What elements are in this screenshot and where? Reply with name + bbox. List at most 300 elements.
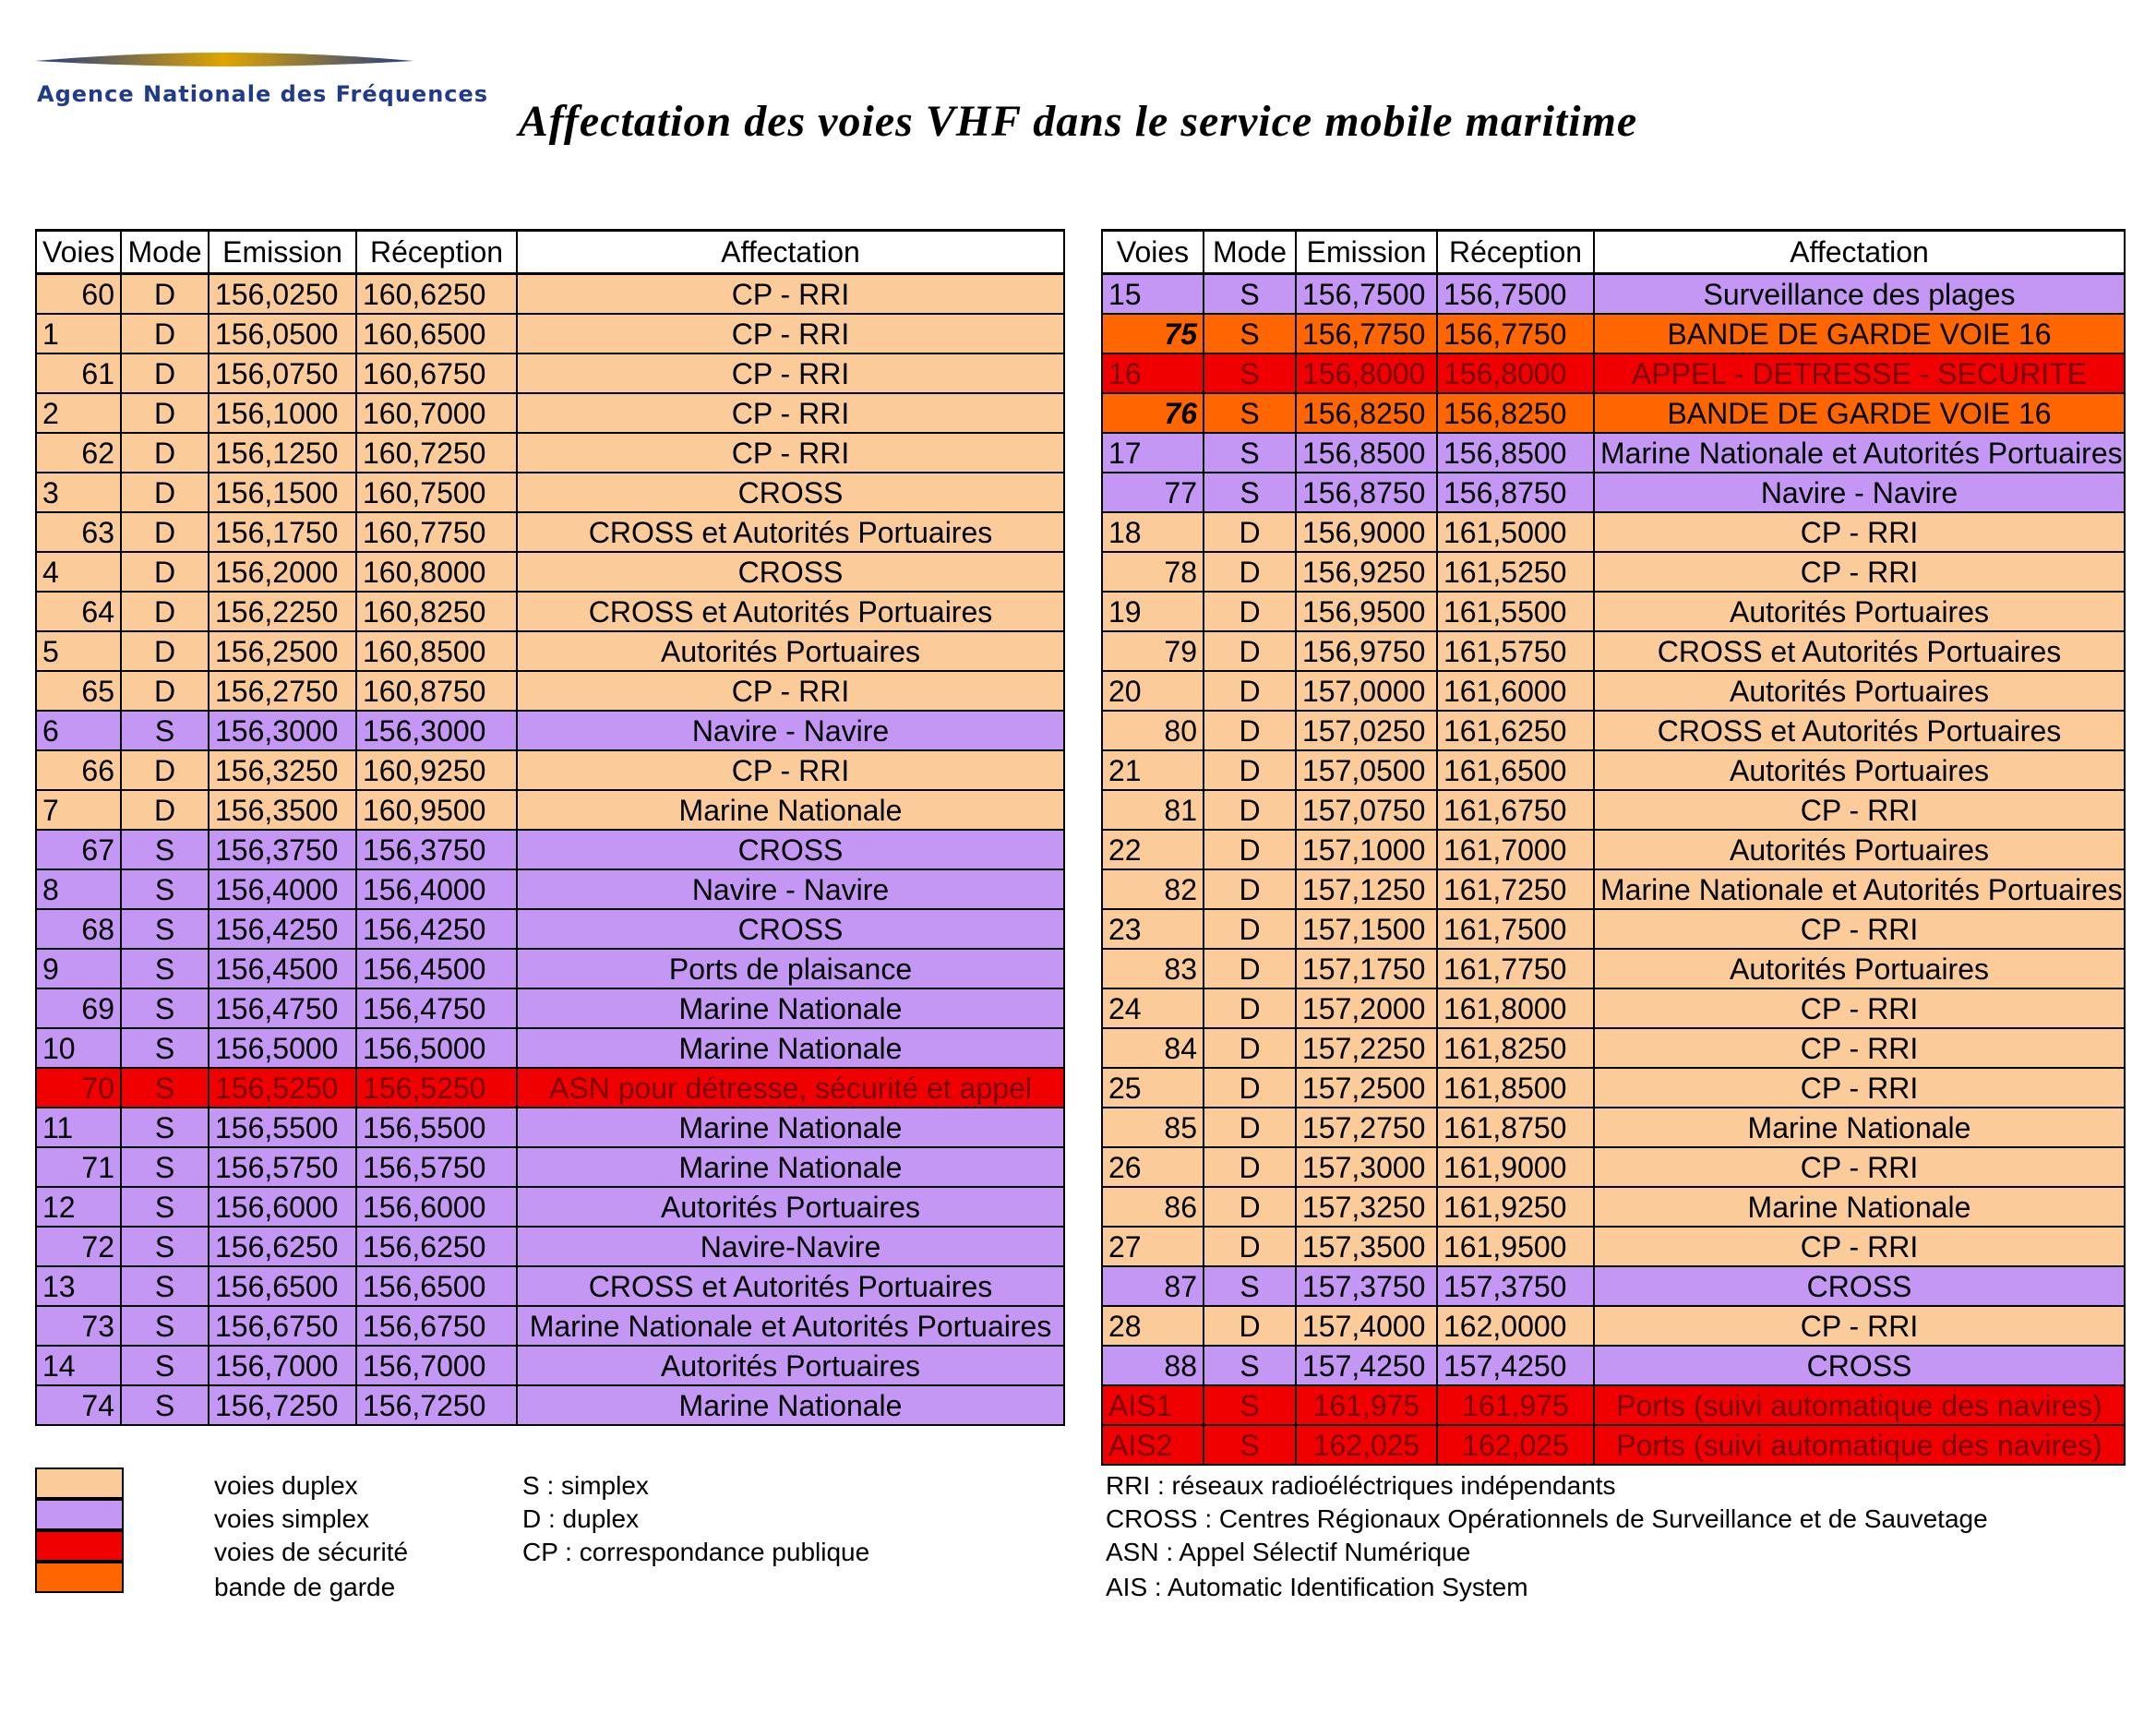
cell-reception: 160,6250 bbox=[356, 274, 517, 315]
legend-swatch-securite bbox=[35, 1530, 124, 1562]
cell-mode: D bbox=[1204, 631, 1296, 671]
cell-emission: 156,3500 bbox=[209, 790, 356, 830]
table-row bbox=[1102, 909, 2125, 949]
cell-affectation: Autorités Portuaires bbox=[1594, 592, 2125, 631]
cell-mode: D bbox=[1204, 909, 1296, 949]
cell-mode: S bbox=[1204, 1425, 1296, 1465]
legend-swatch-garde bbox=[35, 1562, 124, 1593]
table-row bbox=[36, 790, 1064, 830]
cell-emission: 156,1000 bbox=[209, 393, 356, 433]
cell-voie: 76 bbox=[1102, 393, 1204, 433]
cell-affectation: CROSS et Autorités Portuaires bbox=[517, 592, 1064, 631]
cell-emission: 157,0250 bbox=[1296, 711, 1437, 750]
cell-mode: S bbox=[1204, 1385, 1296, 1425]
cell-mode: D bbox=[121, 274, 209, 315]
table-row bbox=[36, 393, 1064, 433]
cell-affectation: CP - RRI bbox=[1594, 909, 2125, 949]
cell-emission: 156,5750 bbox=[209, 1147, 356, 1187]
table-row bbox=[1102, 1108, 2125, 1147]
cell-affectation: Marine Nationale bbox=[517, 1385, 1064, 1425]
cell-mode: S bbox=[1204, 314, 1296, 353]
cell-mode: D bbox=[121, 473, 209, 512]
cell-voie: 63 bbox=[36, 512, 121, 552]
cell-voie: 2 bbox=[36, 393, 121, 433]
cell-voie: 19 bbox=[1102, 592, 1204, 631]
table-row bbox=[1102, 353, 2125, 393]
cell-voie: 25 bbox=[1102, 1068, 1204, 1108]
cell-reception: 160,9250 bbox=[356, 750, 517, 790]
cell-reception: 161,975 bbox=[1437, 1385, 1594, 1425]
cell-affectation: Ports (suivi automatique des navires) bbox=[1594, 1385, 2125, 1425]
cell-reception: 156,4500 bbox=[356, 949, 517, 988]
cell-mode: D bbox=[1204, 1108, 1296, 1147]
col-header-voies: Voies bbox=[1102, 231, 1204, 274]
cell-emission: 157,2250 bbox=[1296, 1028, 1437, 1068]
cell-emission: 156,2000 bbox=[209, 552, 356, 592]
cell-affectation: Navire - Navire bbox=[1594, 473, 2125, 512]
cell-voie: 27 bbox=[1102, 1227, 1204, 1266]
cell-mode: S bbox=[121, 711, 209, 750]
cell-mode: S bbox=[121, 1028, 209, 1068]
table-row bbox=[1102, 949, 2125, 988]
cell-reception: 156,7250 bbox=[356, 1385, 517, 1425]
cell-affectation: CP - RRI bbox=[1594, 512, 2125, 552]
table-row bbox=[36, 1068, 1064, 1108]
cell-reception: 160,6500 bbox=[356, 314, 517, 353]
table-row bbox=[36, 433, 1064, 473]
cell-reception: 160,9500 bbox=[356, 790, 517, 830]
cell-affectation: Navire - Navire bbox=[517, 711, 1064, 750]
cell-voie: 61 bbox=[36, 353, 121, 393]
cell-mode: D bbox=[1204, 1306, 1296, 1346]
col-header-emission: Emission bbox=[1296, 231, 1437, 274]
cell-affectation: BANDE DE GARDE VOIE 16 bbox=[1594, 314, 2125, 353]
cell-voie: 5 bbox=[36, 631, 121, 671]
cell-mode: S bbox=[121, 1227, 209, 1266]
table-row bbox=[36, 711, 1064, 750]
cell-emission: 156,5250 bbox=[209, 1068, 356, 1108]
cell-mode: S bbox=[1204, 393, 1296, 433]
cell-voie: 75 bbox=[1102, 314, 1204, 353]
cell-emission: 157,3500 bbox=[1296, 1227, 1437, 1266]
cell-affectation: CROSS bbox=[517, 830, 1064, 869]
cell-voie: 14 bbox=[36, 1346, 121, 1385]
table-row bbox=[1102, 869, 2125, 909]
cell-voie: 1 bbox=[36, 314, 121, 353]
cell-affectation: Marine Nationale bbox=[517, 1147, 1064, 1187]
table-row bbox=[1102, 1068, 2125, 1108]
cell-mode: S bbox=[1204, 1346, 1296, 1385]
cell-mode: D bbox=[121, 552, 209, 592]
cell-mode: D bbox=[1204, 1147, 1296, 1187]
legend-swatch-duplex bbox=[35, 1467, 124, 1499]
cell-reception: 161,8000 bbox=[1437, 988, 1594, 1028]
cell-emission: 156,2250 bbox=[209, 592, 356, 631]
cell-reception: 156,6750 bbox=[356, 1306, 517, 1346]
cell-reception: 160,7750 bbox=[356, 512, 517, 552]
cell-affectation: Marine Nationale et Autorités Portuaires bbox=[1594, 869, 2125, 909]
cell-affectation: APPEL - DETRESSE - SECURITE bbox=[1594, 353, 2125, 393]
cell-affectation: Autorités Portuaires bbox=[517, 631, 1064, 671]
cell-affectation: CP - RRI bbox=[517, 433, 1064, 473]
cell-voie: 84 bbox=[1102, 1028, 1204, 1068]
cell-voie: 65 bbox=[36, 671, 121, 711]
cell-mode: D bbox=[1204, 1068, 1296, 1108]
cell-mode: D bbox=[1204, 1187, 1296, 1227]
cell-emission: 156,8500 bbox=[1296, 433, 1437, 473]
cell-voie: 4 bbox=[36, 552, 121, 592]
cell-reception: 161,7000 bbox=[1437, 830, 1594, 869]
cell-reception: 156,6250 bbox=[356, 1227, 517, 1266]
cell-reception: 161,5500 bbox=[1437, 592, 1594, 631]
cell-reception: 157,3750 bbox=[1437, 1266, 1594, 1306]
cell-mode: D bbox=[1204, 512, 1296, 552]
table-row bbox=[1102, 1346, 2125, 1385]
cell-voie: AIS2 bbox=[1102, 1425, 1204, 1465]
cell-reception: 160,8750 bbox=[356, 671, 517, 711]
cell-emission: 156,8250 bbox=[1296, 393, 1437, 433]
cell-affectation: CP - RRI bbox=[517, 750, 1064, 790]
cell-affectation: ASN pour détresse, sécurité et appel bbox=[517, 1068, 1064, 1108]
cell-mode: S bbox=[1204, 274, 1296, 315]
cell-emission: 157,3000 bbox=[1296, 1147, 1437, 1187]
table-row bbox=[1102, 433, 2125, 473]
cell-voie: 21 bbox=[1102, 750, 1204, 790]
cell-emission: 157,3250 bbox=[1296, 1187, 1437, 1227]
table-row bbox=[36, 631, 1064, 671]
cell-voie: 82 bbox=[1102, 869, 1204, 909]
cell-emission: 156,0500 bbox=[209, 314, 356, 353]
cell-emission: 157,4250 bbox=[1296, 1346, 1437, 1385]
cell-emission: 156,5500 bbox=[209, 1108, 356, 1147]
cell-voie: 15 bbox=[1102, 274, 1204, 315]
cell-emission: 157,0750 bbox=[1296, 790, 1437, 830]
table-row bbox=[1102, 393, 2125, 433]
channel-table-right bbox=[1101, 229, 2126, 1466]
cell-affectation: Marine Nationale bbox=[517, 988, 1064, 1028]
table-row bbox=[36, 353, 1064, 393]
cell-reception: 156,5000 bbox=[356, 1028, 517, 1068]
cell-voie: 16 bbox=[1102, 353, 1204, 393]
cell-mode: D bbox=[121, 631, 209, 671]
legend-mode: D : duplex bbox=[522, 1504, 640, 1533]
cell-emission: 156,6500 bbox=[209, 1266, 356, 1306]
legend-definition: ASN : Appel Sélectif Numérique bbox=[1106, 1538, 1471, 1566]
cell-voie: 13 bbox=[36, 1266, 121, 1306]
table-row bbox=[1102, 1028, 2125, 1068]
cell-mode: S bbox=[1204, 473, 1296, 512]
legend-definition: AIS : Automatic Identification System bbox=[1106, 1573, 1528, 1601]
cell-emission: 156,6000 bbox=[209, 1187, 356, 1227]
cell-affectation: Marine Nationale bbox=[517, 1108, 1064, 1147]
table-row bbox=[36, 473, 1064, 512]
cell-emission: 156,6750 bbox=[209, 1306, 356, 1346]
cell-mode: S bbox=[121, 869, 209, 909]
cell-reception: 157,4250 bbox=[1437, 1346, 1594, 1385]
legend-label: voies simplex bbox=[214, 1504, 370, 1533]
cell-reception: 160,7500 bbox=[356, 473, 517, 512]
cell-mode: S bbox=[121, 949, 209, 988]
cell-reception: 156,7750 bbox=[1437, 314, 1594, 353]
table-row bbox=[1102, 1385, 2125, 1425]
cell-reception: 156,6500 bbox=[356, 1266, 517, 1306]
cell-mode: D bbox=[121, 314, 209, 353]
cell-mode: D bbox=[121, 512, 209, 552]
cell-affectation: Marine Nationale et Autorités Portuaires bbox=[1594, 433, 2125, 473]
cell-emission: 156,7250 bbox=[209, 1385, 356, 1425]
cell-affectation: CROSS et Autorités Portuaires bbox=[517, 1266, 1064, 1306]
legend-label: voies duplex bbox=[214, 1471, 358, 1500]
table-row bbox=[1102, 512, 2125, 552]
cell-emission: 157,3750 bbox=[1296, 1266, 1437, 1306]
cell-mode: S bbox=[121, 830, 209, 869]
cell-reception: 160,8500 bbox=[356, 631, 517, 671]
cell-affectation: Autorités Portuaires bbox=[1594, 830, 2125, 869]
table-row bbox=[1102, 473, 2125, 512]
cell-voie: 68 bbox=[36, 909, 121, 949]
cell-reception: 161,6500 bbox=[1437, 750, 1594, 790]
cell-mode: S bbox=[121, 988, 209, 1028]
cell-mode: D bbox=[1204, 830, 1296, 869]
cell-reception: 161,8750 bbox=[1437, 1108, 1594, 1147]
cell-affectation: Marine Nationale bbox=[1594, 1187, 2125, 1227]
table-row bbox=[1102, 552, 2125, 592]
cell-affectation: Autorités Portuaires bbox=[517, 1346, 1064, 1385]
cell-emission: 162,025 bbox=[1296, 1425, 1437, 1465]
cell-voie: 80 bbox=[1102, 711, 1204, 750]
cell-reception: 160,7000 bbox=[356, 393, 517, 433]
cell-reception: 161,9250 bbox=[1437, 1187, 1594, 1227]
cell-voie: 11 bbox=[36, 1108, 121, 1147]
cell-mode: S bbox=[121, 1266, 209, 1306]
channel-table-left bbox=[35, 229, 1065, 1426]
cell-reception: 160,8250 bbox=[356, 592, 517, 631]
cell-voie: 26 bbox=[1102, 1147, 1204, 1187]
cell-reception: 161,5750 bbox=[1437, 631, 1594, 671]
cell-reception: 160,8000 bbox=[356, 552, 517, 592]
cell-emission: 157,1500 bbox=[1296, 909, 1437, 949]
table-row bbox=[36, 1187, 1064, 1227]
cell-voie: 6 bbox=[36, 711, 121, 750]
cell-reception: 156,3750 bbox=[356, 830, 517, 869]
cell-emission: 156,2750 bbox=[209, 671, 356, 711]
cell-voie: 71 bbox=[36, 1147, 121, 1187]
legend-label: bande de garde bbox=[214, 1573, 396, 1601]
cell-voie: 8 bbox=[36, 869, 121, 909]
cell-affectation: Marine Nationale bbox=[1594, 1108, 2125, 1147]
table-row bbox=[36, 750, 1064, 790]
cell-affectation: Surveillance des plages bbox=[1594, 274, 2125, 315]
cell-reception: 161,6750 bbox=[1437, 790, 1594, 830]
cell-mode: D bbox=[121, 671, 209, 711]
table-row bbox=[1102, 631, 2125, 671]
cell-voie: AIS1 bbox=[1102, 1385, 1204, 1425]
table-row bbox=[36, 1147, 1064, 1187]
cell-emission: 156,8000 bbox=[1296, 353, 1437, 393]
cell-reception: 161,6000 bbox=[1437, 671, 1594, 711]
table-row bbox=[1102, 671, 2125, 711]
cell-emission: 157,0500 bbox=[1296, 750, 1437, 790]
cell-mode: S bbox=[121, 1187, 209, 1227]
cell-mode: D bbox=[121, 790, 209, 830]
cell-affectation: CROSS et Autorités Portuaires bbox=[1594, 711, 2125, 750]
table-row bbox=[36, 909, 1064, 949]
cell-emission: 156,4000 bbox=[209, 869, 356, 909]
cell-voie: 66 bbox=[36, 750, 121, 790]
cell-affectation: CP - RRI bbox=[517, 393, 1064, 433]
cell-affectation: CP - RRI bbox=[1594, 1068, 2125, 1108]
cell-affectation: CROSS bbox=[1594, 1266, 2125, 1306]
cell-voie: 24 bbox=[1102, 988, 1204, 1028]
cell-emission: 156,1500 bbox=[209, 473, 356, 512]
cell-voie: 72 bbox=[36, 1227, 121, 1266]
cell-affectation: Autorités Portuaires bbox=[1594, 949, 2125, 988]
table-row bbox=[1102, 1187, 2125, 1227]
table-row bbox=[1102, 1227, 2125, 1266]
cell-reception: 162,025 bbox=[1437, 1425, 1594, 1465]
table-row bbox=[1102, 1147, 2125, 1187]
cell-reception: 156,8000 bbox=[1437, 353, 1594, 393]
cell-reception: 156,8750 bbox=[1437, 473, 1594, 512]
cell-emission: 156,1750 bbox=[209, 512, 356, 552]
cell-voie: 22 bbox=[1102, 830, 1204, 869]
cell-mode: D bbox=[121, 750, 209, 790]
table-body-left bbox=[36, 274, 1064, 1426]
cell-emission: 157,0000 bbox=[1296, 671, 1437, 711]
cell-affectation: BANDE DE GARDE VOIE 16 bbox=[1594, 393, 2125, 433]
cell-voie: 17 bbox=[1102, 433, 1204, 473]
legend-definition: CROSS : Centres Régionaux Opérationnels de Surveillance et de Sauvetage bbox=[1106, 1504, 1988, 1533]
cell-mode: D bbox=[121, 433, 209, 473]
cell-emission: 156,3000 bbox=[209, 711, 356, 750]
cell-affectation: Autorités Portuaires bbox=[1594, 671, 2125, 711]
cell-voie: 69 bbox=[36, 988, 121, 1028]
cell-affectation: CROSS et Autorités Portuaires bbox=[1594, 631, 2125, 671]
cell-mode: S bbox=[121, 1068, 209, 1108]
cell-reception: 161,9000 bbox=[1437, 1147, 1594, 1187]
cell-emission: 157,4000 bbox=[1296, 1306, 1437, 1346]
cell-mode: D bbox=[1204, 949, 1296, 988]
cell-mode: D bbox=[1204, 711, 1296, 750]
cell-affectation: Navire - Navire bbox=[517, 869, 1064, 909]
cell-mode: D bbox=[121, 592, 209, 631]
cell-affectation: CROSS bbox=[517, 552, 1064, 592]
col-header-reception: Réception bbox=[1437, 231, 1594, 274]
cell-emission: 156,3250 bbox=[209, 750, 356, 790]
cell-emission: 161,975 bbox=[1296, 1385, 1437, 1425]
cell-emission: 157,1000 bbox=[1296, 830, 1437, 869]
cell-voie: 83 bbox=[1102, 949, 1204, 988]
cell-mode: S bbox=[121, 1306, 209, 1346]
logo-swoosh-icon bbox=[33, 48, 421, 85]
cell-affectation: CP - RRI bbox=[1594, 1227, 2125, 1266]
cell-affectation: CP - RRI bbox=[517, 274, 1064, 315]
cell-reception: 156,4000 bbox=[356, 869, 517, 909]
table-row bbox=[1102, 711, 2125, 750]
cell-affectation: CP - RRI bbox=[1594, 988, 2125, 1028]
table-row bbox=[36, 1227, 1064, 1266]
cell-voie: 60 bbox=[36, 274, 121, 315]
cell-emission: 156,9250 bbox=[1296, 552, 1437, 592]
cell-affectation: CP - RRI bbox=[1594, 1306, 2125, 1346]
cell-voie: 78 bbox=[1102, 552, 1204, 592]
table-row bbox=[36, 592, 1064, 631]
cell-mode: D bbox=[1204, 869, 1296, 909]
cell-reception: 161,9500 bbox=[1437, 1227, 1594, 1266]
cell-voie: 10 bbox=[36, 1028, 121, 1068]
table-row bbox=[36, 949, 1064, 988]
table-row bbox=[36, 314, 1064, 353]
cell-voie: 74 bbox=[36, 1385, 121, 1425]
cell-emission: 156,4500 bbox=[209, 949, 356, 988]
table-row bbox=[1102, 592, 2125, 631]
cell-emission: 156,7000 bbox=[209, 1346, 356, 1385]
table-row bbox=[1102, 314, 2125, 353]
logo-text: Agence Nationale des Fréquences bbox=[37, 81, 489, 107]
cell-affectation: CP - RRI bbox=[1594, 1147, 2125, 1187]
cell-voie: 70 bbox=[36, 1068, 121, 1108]
cell-voie: 12 bbox=[36, 1187, 121, 1227]
page-title: Affectation des voies VHF dans le service mobile maritime bbox=[518, 97, 1638, 146]
table-row bbox=[36, 988, 1064, 1028]
cell-emission: 157,1750 bbox=[1296, 949, 1437, 988]
cell-reception: 156,4750 bbox=[356, 988, 517, 1028]
cell-emission: 156,1250 bbox=[209, 433, 356, 473]
table-header-row bbox=[1102, 231, 2125, 274]
col-header-affectation: Affectation bbox=[517, 231, 1064, 274]
cell-reception: 161,7500 bbox=[1437, 909, 1594, 949]
cell-reception: 161,6250 bbox=[1437, 711, 1594, 750]
cell-voie: 88 bbox=[1102, 1346, 1204, 1385]
cell-reception: 162,0000 bbox=[1437, 1306, 1594, 1346]
cell-affectation: CP - RRI bbox=[517, 353, 1064, 393]
table-row bbox=[36, 1385, 1064, 1425]
cell-reception: 161,5250 bbox=[1437, 552, 1594, 592]
table-row bbox=[1102, 988, 2125, 1028]
cell-emission: 157,1250 bbox=[1296, 869, 1437, 909]
cell-reception: 160,7250 bbox=[356, 433, 517, 473]
table-row bbox=[36, 671, 1064, 711]
table-row bbox=[1102, 750, 2125, 790]
cell-affectation: CP - RRI bbox=[1594, 552, 2125, 592]
legend-mode: S : simplex bbox=[522, 1471, 649, 1500]
cell-emission: 156,9500 bbox=[1296, 592, 1437, 631]
cell-reception: 156,4250 bbox=[356, 909, 517, 949]
cell-emission: 156,4250 bbox=[209, 909, 356, 949]
cell-reception: 156,6000 bbox=[356, 1187, 517, 1227]
cell-voie: 7 bbox=[36, 790, 121, 830]
cell-mode: S bbox=[121, 1108, 209, 1147]
cell-mode: D bbox=[1204, 552, 1296, 592]
cell-affectation: Navire-Navire bbox=[517, 1227, 1064, 1266]
cell-emission: 157,2000 bbox=[1296, 988, 1437, 1028]
table-row bbox=[1102, 1425, 2125, 1465]
cell-reception: 160,6750 bbox=[356, 353, 517, 393]
col-header-voies: Voies bbox=[36, 231, 121, 274]
cell-affectation: CP - RRI bbox=[1594, 790, 2125, 830]
cell-voie: 85 bbox=[1102, 1108, 1204, 1147]
cell-mode: S bbox=[121, 1346, 209, 1385]
table-row bbox=[36, 1266, 1064, 1306]
cell-voie: 62 bbox=[36, 433, 121, 473]
table-row bbox=[36, 1108, 1064, 1147]
cell-reception: 156,5750 bbox=[356, 1147, 517, 1187]
table-row bbox=[1102, 1266, 2125, 1306]
cell-voie: 81 bbox=[1102, 790, 1204, 830]
table-row bbox=[1102, 790, 2125, 830]
table-row bbox=[36, 274, 1064, 315]
cell-affectation: Autorités Portuaires bbox=[517, 1187, 1064, 1227]
